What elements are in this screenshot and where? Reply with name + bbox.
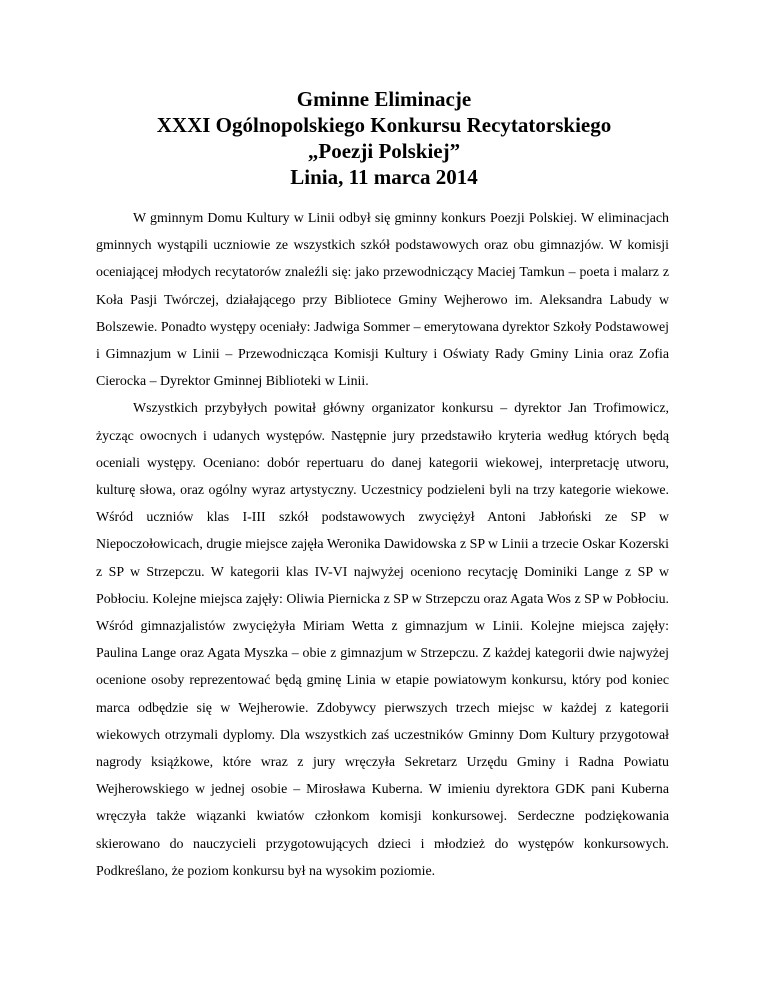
- title-line-poetry: „Poezji Polskiej”: [307, 139, 461, 163]
- paragraph-results: Wszystkich przybyłych powitał główny organizator konkursu – dyrektor Jan Trofimowicz, życząc owocnych i udanych występów. Następnie jury przedstawiło kryteria według których będą oceniali występy. Oceniano: dobór repertuaru do danej kategorii wiekowej, interpretację utworu, kulturę słowa, oraz ogólny wyraz artystyczny. Uczestnicy podzieleni byli na trzy kategorie wiekowe. Wśród uczniów klas I-III szkół podstawowych zwyciężył Antoni Jabłoński ze SP w Niepoczołowicach, drugie miejsce zajęła Weronika Dawidowska z SP w Linii a trzecie Oskar Kozerski z SP w Strzepczu. W kategorii klas IV-VI najwyżej oceniono recytację Dominiki Lange z SP w Pobłociu. Kolejne miejsca zajęły: Oliwia Piernicka z SP w Strzepczu oraz Agata Wos z SP w Pobłociu. Wśród gimnazjalistów zwyciężyła Miriam Wetta z gimnazjum w Linii. Kolejne miejsca zajęły: Paulina Lange oraz Agata Myszka – obie z gimnazjum w Strzepczu. Z każdej kategorii dwie najwyżej ocenione osoby reprezentować będą gminę Linia w etapie powiatowym konkursu, który pod koniec marca odbędzie się w Wejherowie. Zdobywcy pierwszych trzech miejsc w każdej z kategorii wiekowych otrzymali dyplomy. Dla wszystkich zaś uczestników Gminny Dom Kultury przygotował nagrody książkowe, które wraz z jury wręczyła Sekretarz Urzędu Gminy i Radna Powiatu Wejherowskiego w jednej osobie – Mirosława Kuberna. W imieniu dyrektora GDK pani Kuberna wręczyła także wiązanki kwiatów członkom komisji konkursowej. Serdeczne podziękowania skierowano do nauczycieli przygotowujących dzieci i młodzież do występów konkursowych. Podkreślano, że poziom konkursu był na wysokim poziomie.: [96, 401, 669, 879]
- document-title: [0, 86, 768, 190]
- title-line-contest: XXXI Ogólnopolskiego Konkursu Recytatorskiego: [156, 113, 612, 137]
- title-line-place-date: Linia, 11 marca 2014: [290, 165, 478, 189]
- title-line-event: Gminne Eliminacje: [296, 87, 472, 111]
- paragraph-jury: W gminnym Domu Kultury w Linii odbył się gminny konkurs Poezji Polskiej. W eliminacjach gminnych wystąpili uczniowie ze wszystkich szkół podstawowych oraz obu gimnazjów. W komisji oceniającej młodych recytatorów znaleźli się: jako przewodniczący Maciej Tamkun – poeta i malarz z Koła Pasji Twórczej, działającego przy Bibliotece Gminy Wejherowo im. Aleksandra Labudy w Bolszewie. Ponadto występy oceniały: Jadwiga Sommer – emerytowana dyrektor Szkoły Podstawowej i Gimnazjum w Linii – Przewodnicząca Komisji Kultury i Oświaty Rady Gminy Linia oraz Zofia Cierocka – Dyrektor Gminnej Biblioteki w Linii.: [96, 211, 669, 390]
- article-body: [96, 205, 669, 885]
